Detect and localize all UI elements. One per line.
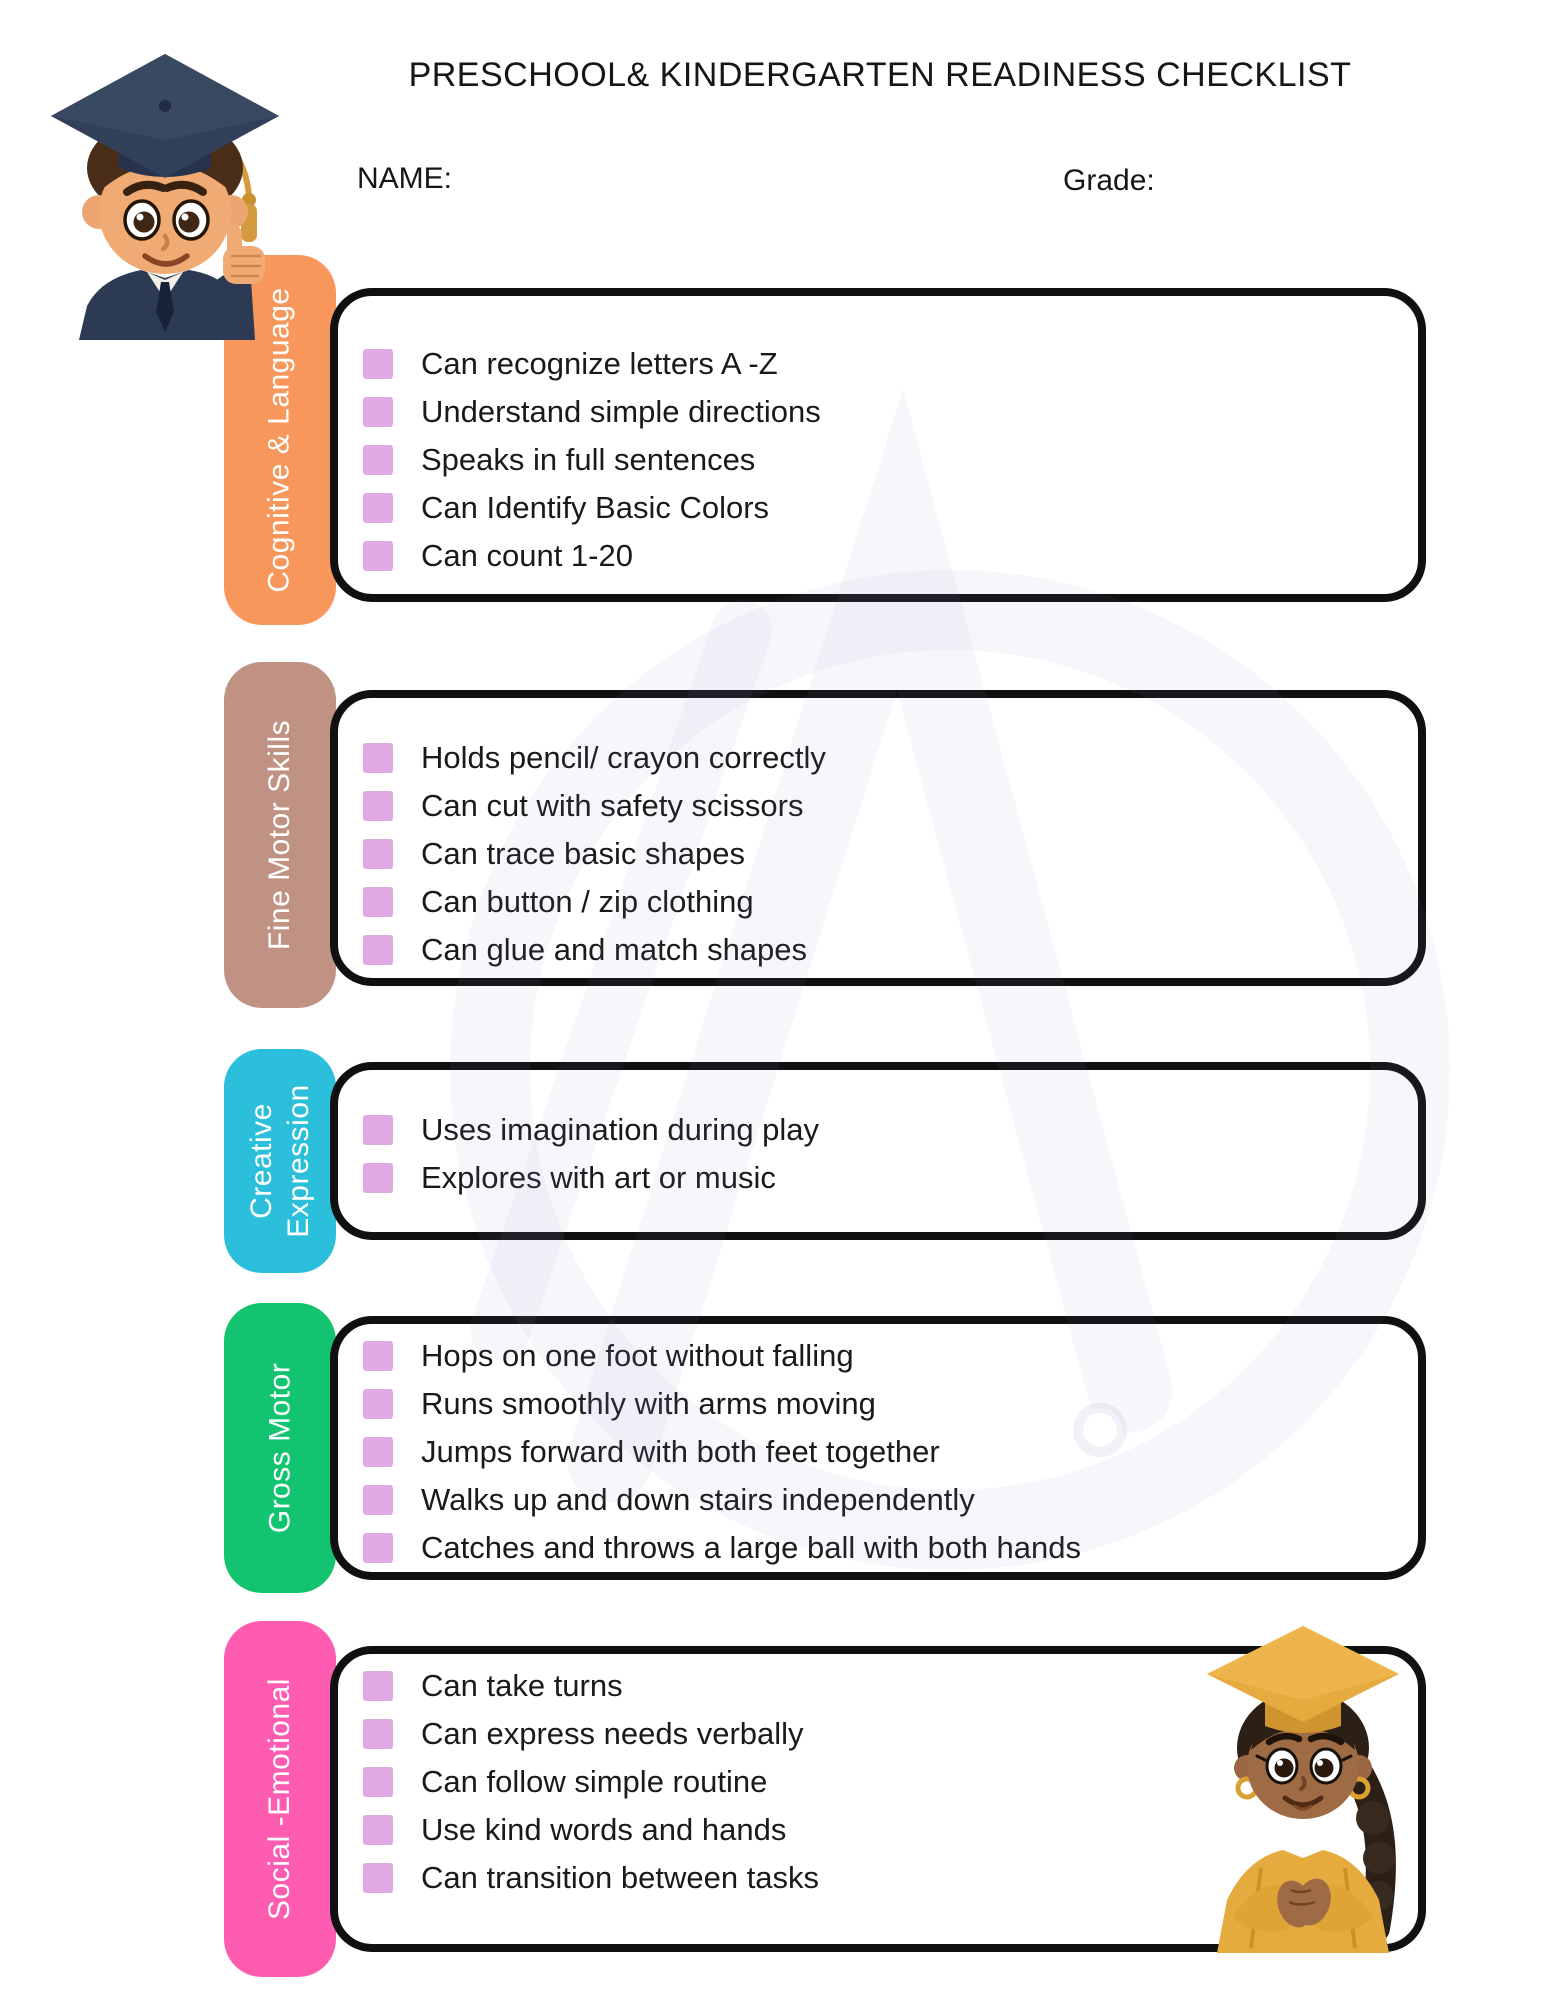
checklist-item-label: Hops on one foot without falling (421, 1338, 854, 1373)
checkbox[interactable] (363, 887, 393, 917)
checklist-row (338, 340, 1418, 388)
section-tab-label: Fine Motor Skills (263, 719, 296, 951)
checklist-row (338, 830, 1418, 878)
checkbox[interactable] (363, 445, 393, 475)
checkbox[interactable] (363, 349, 393, 379)
checklist-item-label: Can trace basic shapes (421, 836, 745, 871)
checklist-item-label: Jumps forward with both feet together (421, 1434, 940, 1469)
grade-label: Grade: (1063, 164, 1155, 197)
checklist-item-label: Can Identify Basic Colors (421, 490, 770, 525)
boy-graduate-illustration (45, 40, 285, 340)
section-tab-fine-motor-skills (224, 662, 336, 1008)
checklist-item-label: Walks up and down stairs independently (421, 1482, 975, 1517)
checklist-item-label: Runs smoothly with arms moving (421, 1386, 876, 1421)
checkbox[interactable] (363, 743, 393, 773)
checkbox[interactable] (363, 1115, 393, 1145)
checkbox[interactable] (363, 1341, 393, 1371)
checkbox[interactable] (363, 397, 393, 427)
checkbox[interactable] (363, 1437, 393, 1467)
checklist-row (338, 734, 1418, 782)
checklist-item-label: Can take turns (421, 1668, 623, 1703)
checkbox[interactable] (363, 493, 393, 523)
checkbox[interactable] (363, 935, 393, 965)
checklist-row (338, 532, 1418, 580)
checkbox[interactable] (363, 1767, 393, 1797)
checklist-item-label: Catches and throws a large ball with both hands (421, 1530, 1082, 1565)
checklist-item-label: Can express needs verbally (421, 1716, 804, 1751)
checklist-item-label: Can button / zip clothing (421, 884, 754, 919)
checklist-row (338, 1476, 1418, 1524)
checklist-item-label: Can follow simple routine (421, 1764, 768, 1799)
section-box-cognitive-language (330, 288, 1426, 602)
section-tab-social-emotional (224, 1621, 336, 1977)
checklist-row (338, 1154, 1418, 1202)
checklist-row (338, 484, 1418, 532)
checklist-row (338, 1380, 1418, 1428)
checklist-item-label: Can glue and match shapes (421, 932, 808, 967)
section-tab-creative-expression (224, 1049, 336, 1273)
checklist-item-label: Can transition between tasks (421, 1860, 820, 1895)
checkbox[interactable] (363, 791, 393, 821)
section-box-creative-expression (330, 1062, 1426, 1240)
checklist-row (338, 1106, 1418, 1154)
checkbox[interactable] (363, 1719, 393, 1749)
checklist-row (338, 1332, 1418, 1380)
section-tab-label: Creative Expression (245, 1084, 315, 1238)
section-tab-label: Cognitive & Language (263, 287, 297, 593)
checkbox[interactable] (363, 1389, 393, 1419)
checklist-row (338, 782, 1418, 830)
checklist-item-label: Can cut with safety scissors (421, 788, 804, 823)
checkbox[interactable] (363, 1863, 393, 1893)
section-box-fine-motor-skills (330, 690, 1426, 986)
checklist-item-label: Use kind words and hands (421, 1812, 787, 1847)
checklist-row (338, 1428, 1418, 1476)
section-box-gross-motor (330, 1316, 1426, 1580)
checkbox[interactable] (363, 1485, 393, 1515)
checklist-row (338, 436, 1418, 484)
checklist-item-label: Can recognize letters A -Z (421, 346, 778, 381)
section-tab-gross-motor (224, 1303, 336, 1593)
checklist-item-label: Speaks in full sentences (421, 442, 756, 477)
name-label: NAME: (357, 162, 453, 195)
checkbox[interactable] (363, 1815, 393, 1845)
checklist-row (338, 1524, 1418, 1572)
checklist-row (338, 388, 1418, 436)
section-tab-label: Gross Motor (263, 1362, 296, 1534)
checklist-item-label: Understand simple directions (421, 394, 821, 429)
checklist-row (338, 926, 1418, 974)
checklist-item-label: Can count 1-20 (421, 538, 633, 573)
checklist-item-label: Uses imagination during play (421, 1112, 820, 1147)
section-tab-label: Social -Emotional (263, 1678, 296, 1920)
checkbox[interactable] (363, 839, 393, 869)
page-title: PRESCHOOL& KINDERGARTEN READINESS CHECKLIST (408, 56, 1352, 94)
checkbox[interactable] (363, 541, 393, 571)
checkbox[interactable] (363, 1163, 393, 1193)
checkbox[interactable] (363, 1671, 393, 1701)
girl-graduate-illustration (1203, 1618, 1408, 1953)
checkbox[interactable] (363, 1533, 393, 1563)
checklist-row (338, 878, 1418, 926)
checklist-item-label: Explores with art or music (421, 1160, 776, 1195)
checklist-item-label: Holds pencil/ crayon correctly (421, 740, 826, 775)
